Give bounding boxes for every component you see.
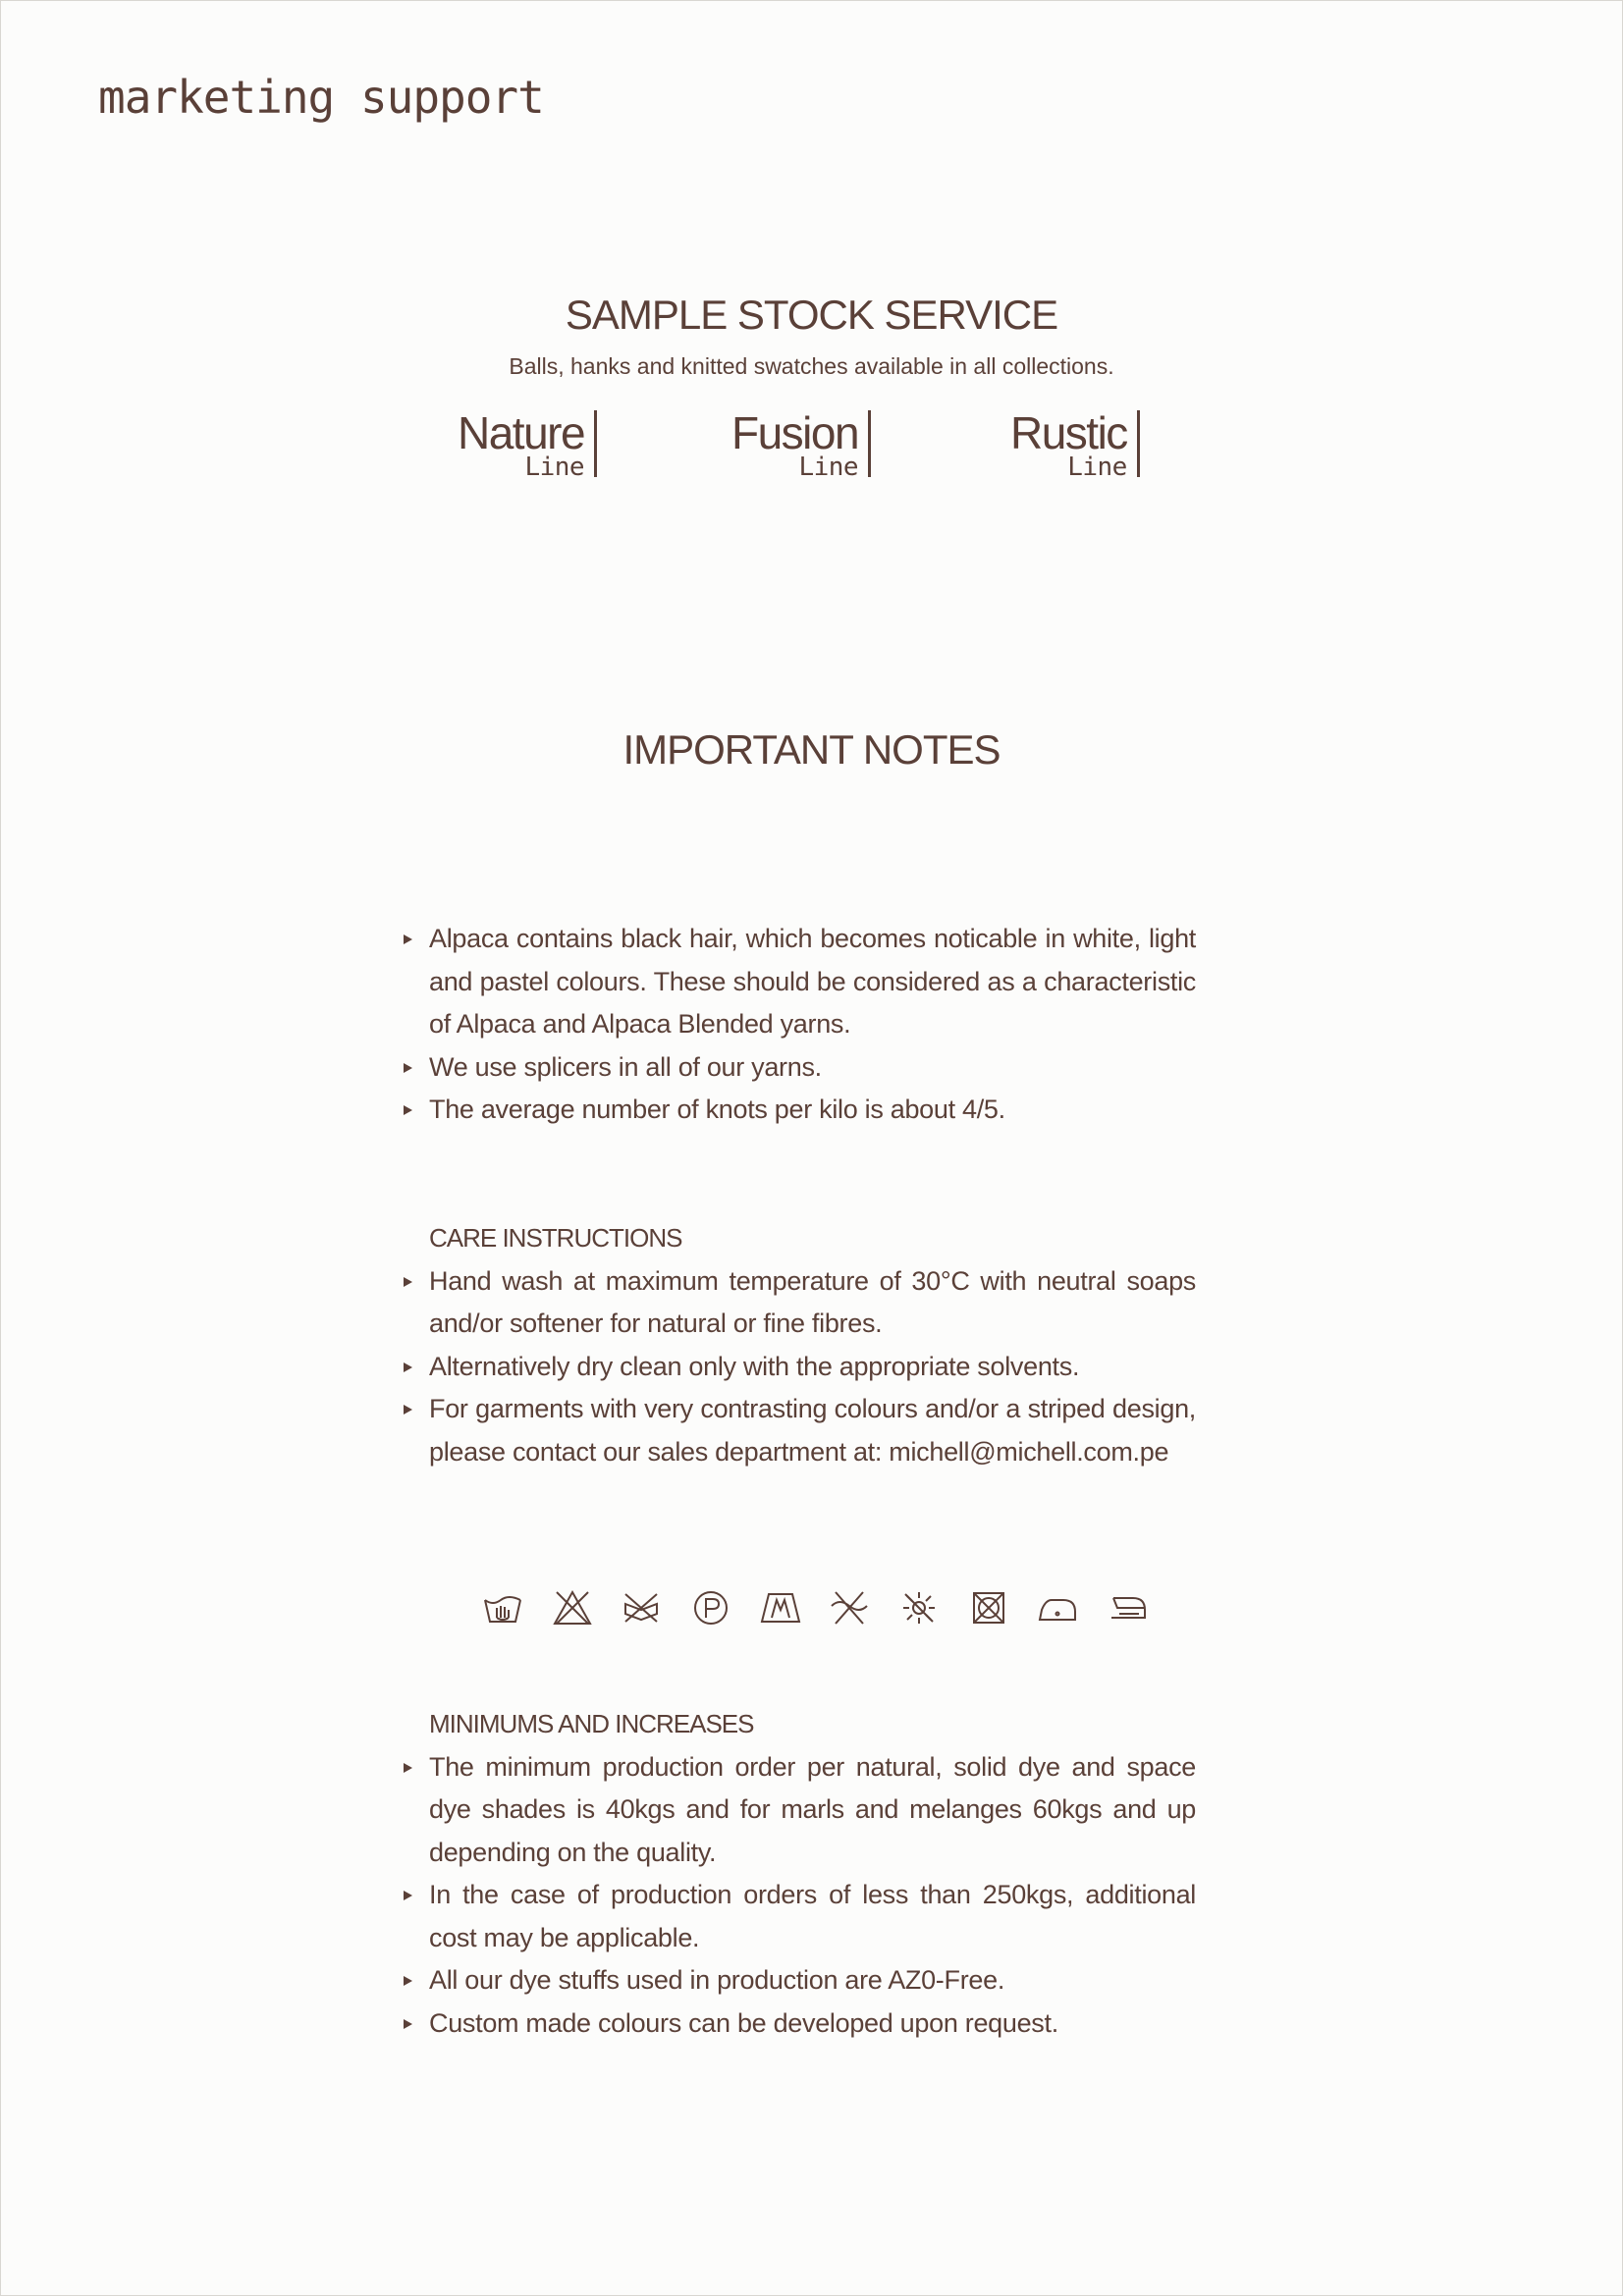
line-suffix: Line (1067, 453, 1127, 482)
do-not-bleach-icon (551, 1588, 594, 1628)
fusion-line-logo (731, 407, 871, 482)
list-item: Custom made colours can be developed upon request. (400, 2002, 1196, 2046)
do-not-wring-icon (828, 1588, 871, 1628)
minimums-title: MINIMUMS AND INCREASES (429, 1709, 754, 1738)
do-not-tumble-dry-square-icon (967, 1588, 1010, 1628)
care-instructions-section (400, 1217, 1196, 1473)
list-item: All our dye stuffs used in production are AZ0-Free. (400, 1959, 1196, 2002)
steam-icon (1106, 1588, 1149, 1628)
care-symbols-row (481, 1588, 1149, 1628)
minimums-section (400, 1703, 1196, 2045)
rustic-line-logo (1010, 407, 1140, 482)
dry-flat-icon (759, 1588, 802, 1628)
list-item: Alternatively dry clean only with the appropriate solvents. (400, 1346, 1196, 1389)
do-not-dry-in-sun-icon (897, 1588, 941, 1628)
line-suffix: Line (524, 453, 585, 482)
important-notes-list (400, 918, 1196, 1132)
line-brand: Fusion (731, 407, 859, 458)
list-item: Alpaca contains black hair, which becomes noticable in white, light and pastel colours. These should be considered as a characteristic of Alpaca and Alpaca Blended yarns. (400, 918, 1196, 1046)
list-item: The average number of knots per kilo is about 4/5. (400, 1089, 1196, 1132)
hand-wash-icon (481, 1588, 524, 1628)
list-item: The minimum production order per natural, solid dye and space dye shades is 40kgs and for marls and melanges 60kgs and up depending on the quality. (400, 1746, 1196, 1875)
list-item: We use splicers in all of our yarns. (400, 1046, 1196, 1090)
sample-stock-subtitle: Balls, hanks and knitted swatches available in all collections. (509, 353, 1114, 379)
list-item: Hand wash at maximum temperature of 30°C with neutral soaps and/or softener for natural or fine fibres. (400, 1260, 1196, 1346)
list-item: For garments with very contrasting colours and/or a striped design, please contact our sales department at: michell@michell.com.pe (400, 1388, 1196, 1473)
section-label: marketing support (98, 71, 544, 124)
line-brand: Nature (458, 407, 585, 458)
list-item: In the case of production orders of less than 250kgs, additional cost may be applicable. (400, 1874, 1196, 1959)
important-notes-title: IMPORTANT NOTES (622, 726, 1001, 773)
line-suffix: Line (798, 453, 859, 482)
nature-line-logo (458, 407, 597, 482)
dry-clean-p-icon (689, 1588, 732, 1628)
line-brand: Rustic (1010, 407, 1127, 458)
do-not-tumble-dry-icon (620, 1588, 663, 1628)
sample-stock-title: SAMPLE STOCK SERVICE (565, 292, 1058, 338)
care-instructions-title: CARE INSTRUCTIONS (429, 1223, 682, 1253)
iron-low-icon (1036, 1588, 1079, 1628)
